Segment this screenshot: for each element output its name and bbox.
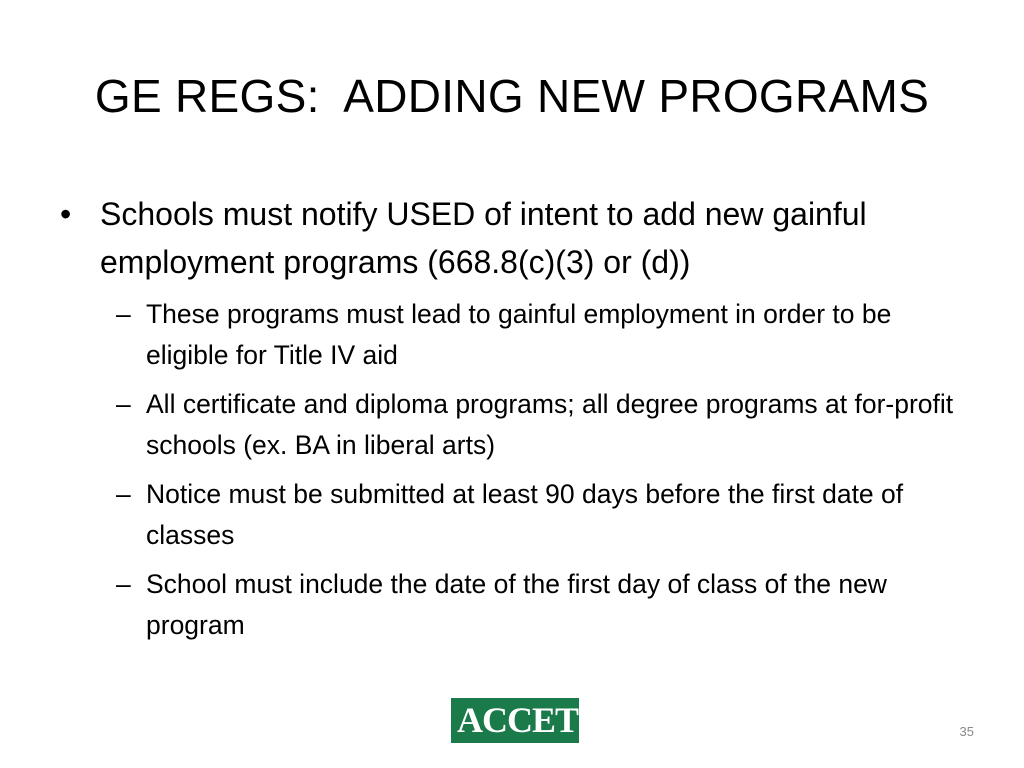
sub-bullet-dash: – [116,389,131,419]
sub-bullet-item [104,564,968,646]
sub-bullet-dash: – [116,299,131,329]
slide-body [58,190,968,646]
accet-logo [451,698,579,743]
sub-bullet-item [104,294,968,376]
sub-bullet-text: All certificate and diploma programs; all degree programs at for-profit schools (ex. BA in liberal arts) [146,389,954,460]
bullet-text: Schools must notify USED of intent to add new gainful employment programs (668.8(c)(3) or (d)) [100,196,867,280]
sub-bullet-text: Notice must be submitted at least 90 days before the first date of classes [146,479,904,550]
sub-bullet-text: These programs must lead to gainful employment in order to be eligible for Title IV aid [146,299,892,370]
sub-bullet-item [104,384,968,466]
sub-bullet-item [104,474,968,556]
sub-bullet-dash: – [116,569,131,599]
sub-bullet-text: School must include the date of the first day of class of the new program [146,569,887,640]
logo-text: ACCET [457,700,579,740]
bullet-item [58,190,968,286]
page-number: 35 [959,724,974,739]
bullet-dot: • [60,196,72,232]
sub-bullet-dash: – [116,479,131,509]
slide-title: GE REGS: ADDING NEW PROGRAMS [94,70,930,122]
